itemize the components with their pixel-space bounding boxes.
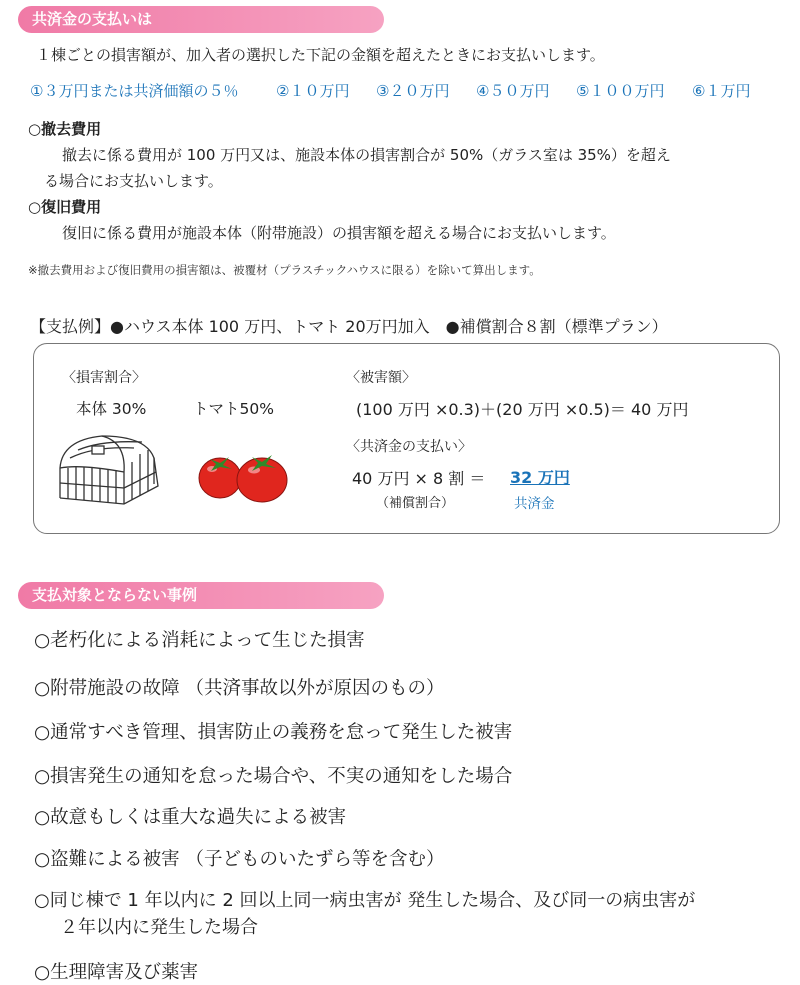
result-caption: 共済金 bbox=[514, 496, 555, 512]
removal-cost-heading: ○撤去費用 bbox=[28, 120, 102, 138]
damage-ratio-label: 〈損害割合〉 bbox=[62, 370, 146, 386]
payment-example-header: 【支払例】●ハウス本体 100 万円、トマト 20万円加入 ●補償割合８割（標準プラン） bbox=[30, 317, 668, 336]
intro-text: １棟ごとの損害額が、加入者の選択した下記の金額を超えたときにお支払いします。 bbox=[36, 46, 605, 64]
section-title-exclusions: 支払対象とならない事例 bbox=[18, 582, 384, 609]
option-3: ③２０万円 bbox=[376, 82, 450, 100]
list-item: ○通常すべき管理、損害防止の義務を怠って発生した被害 bbox=[34, 722, 513, 743]
list-item: ○附帯施設の故障 （共済事故以外が原因のもの） bbox=[34, 678, 445, 699]
list-item: ○盗難による被害 （子どものいたずら等を含む） bbox=[34, 849, 445, 870]
section-title-payment: 共済金の支払いは bbox=[18, 6, 384, 33]
restore-cost-heading: ○復旧費用 bbox=[28, 198, 102, 216]
list-item-continuation: ２年以内に発生した場合 bbox=[60, 917, 258, 938]
option-2: ②１０万円 bbox=[276, 82, 350, 100]
list-item: ○生理障害及び薬害 bbox=[34, 962, 199, 983]
list-item: ○故意もしくは重大な過失による被害 bbox=[34, 807, 347, 828]
tomato-ratio: トマト50% bbox=[193, 400, 274, 418]
payment-result: 32 万円 bbox=[510, 468, 570, 487]
damage-amount-label: 〈被害額〉 bbox=[346, 370, 416, 386]
list-item: ○老朽化による消耗によって生じた損害 bbox=[34, 630, 365, 651]
list-item: ○同じ棟で 1 年以内に 2 回以上同一病虫害が 発生した場合、及び同一の病虫害が bbox=[34, 890, 696, 911]
coverage-ratio-caption: （補償割合） bbox=[376, 496, 455, 511]
tomato-icon bbox=[196, 447, 292, 505]
removal-cost-text-1: 撤去に係る費用が 100 万円又は、施設本体の損害割合が 50%（ガラス室は 35%）を超え bbox=[62, 146, 671, 164]
removal-cost-text-2: る場合にお支払いします。 bbox=[44, 172, 223, 190]
option-6: ⑥１万円 bbox=[692, 82, 751, 100]
payment-formula: 40 万円 × 8 割 ＝ bbox=[352, 469, 486, 488]
calculation-note: ※撤去費用および復旧費用の損害額は、被覆材（プラスチックハウスに限る）を除いて算出します。 bbox=[28, 263, 541, 277]
option-1: ①３万円または共済価額の５％ bbox=[30, 82, 239, 100]
main-body-ratio: 本体 30% bbox=[76, 400, 147, 418]
payment-label: 〈共済金の支払い〉 bbox=[346, 439, 472, 455]
restore-cost-text: 復旧に係る費用が施設本体（附帯施設）の損害額を超える場合にお支払いします。 bbox=[62, 224, 616, 242]
list-item: ○損害発生の通知を怠った場合や、不実の通知をした場合 bbox=[34, 766, 513, 787]
greenhouse-icon bbox=[54, 428, 164, 508]
damage-formula: (100 万円 ×0.3)＋(20 万円 ×0.5)＝ 40 万円 bbox=[356, 400, 689, 419]
option-5: ⑤１００万円 bbox=[576, 82, 665, 100]
option-4: ④５０万円 bbox=[476, 82, 550, 100]
